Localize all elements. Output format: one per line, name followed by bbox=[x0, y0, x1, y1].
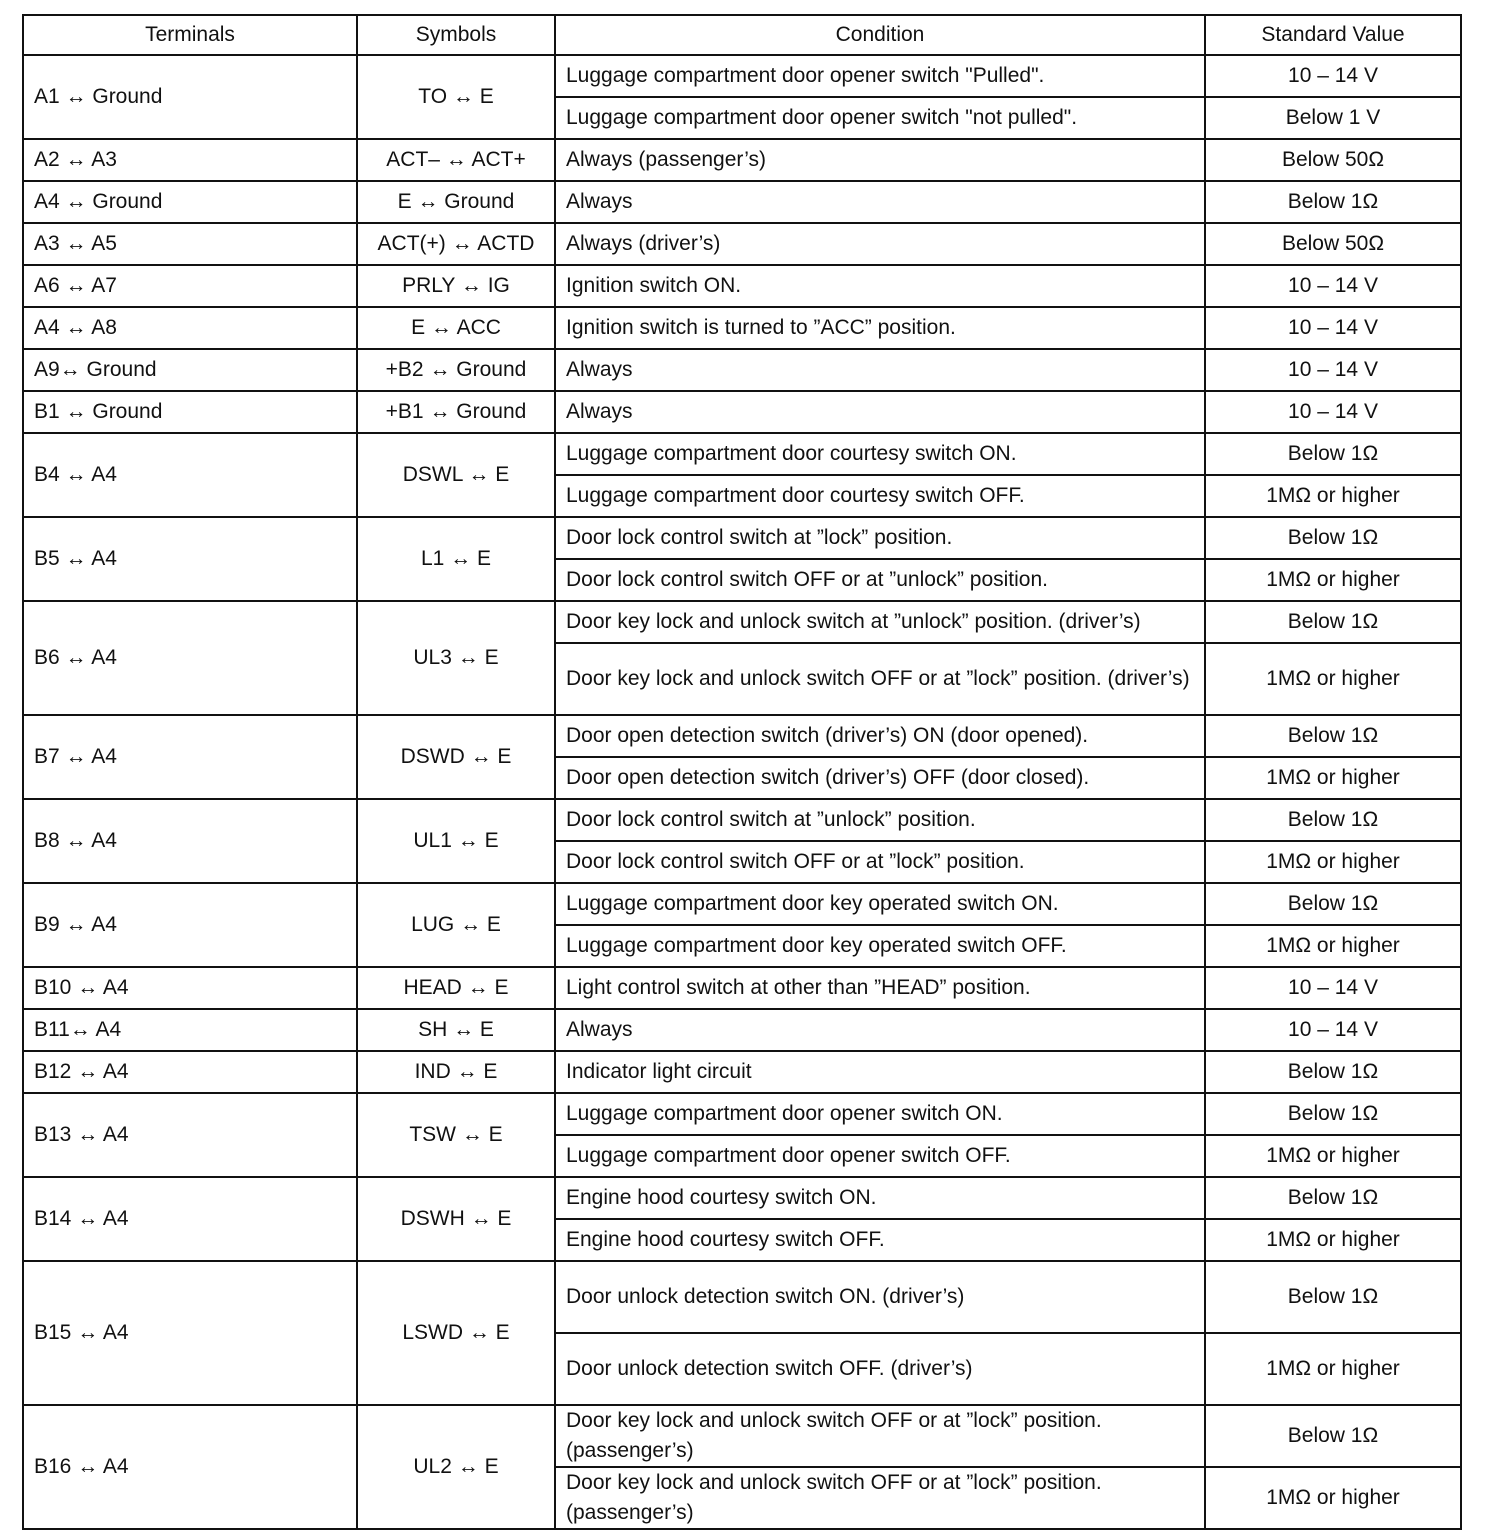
condition-cell: Ignition switch ON. bbox=[555, 265, 1205, 307]
standard-value-cell: Below 1Ω bbox=[1205, 1093, 1461, 1135]
condition-cell: Door open detection switch (driver’s) OFF (door closed). bbox=[555, 757, 1205, 799]
symbol-cell: E ↔ Ground bbox=[357, 181, 555, 223]
symbol-cell: +B1 ↔ Ground bbox=[357, 391, 555, 433]
condition-cell: Always bbox=[555, 181, 1205, 223]
condition-cell: Door key lock and unlock switch OFF or at ”lock” position. (passenger’s) bbox=[555, 1467, 1205, 1529]
standard-value-cell: 1MΩ or higher bbox=[1205, 1219, 1461, 1261]
table-row bbox=[23, 715, 1461, 757]
standard-value-cell: 1MΩ or higher bbox=[1205, 841, 1461, 883]
table-row bbox=[23, 391, 1461, 433]
standard-value-cell: 1MΩ or higher bbox=[1205, 559, 1461, 601]
standard-value-cell: 10 – 14 V bbox=[1205, 307, 1461, 349]
terminal-cell: B11↔ A4 bbox=[23, 1009, 357, 1051]
symbol-cell: TO ↔ E bbox=[357, 55, 555, 139]
standard-value-cell: Below 1Ω bbox=[1205, 1405, 1461, 1467]
terminal-cell: B12 ↔ A4 bbox=[23, 1051, 357, 1093]
terminal-cell: B13 ↔ A4 bbox=[23, 1093, 357, 1177]
table-row bbox=[23, 1093, 1461, 1135]
terminal-cell: B4 ↔ A4 bbox=[23, 433, 357, 517]
symbol-cell: ACT(+) ↔ ACTD bbox=[357, 223, 555, 265]
condition-cell: Door lock control switch OFF or at ”lock” position. bbox=[555, 841, 1205, 883]
condition-cell: Door lock control switch at ”lock” position. bbox=[555, 517, 1205, 559]
condition-cell: Door open detection switch (driver’s) ON (door opened). bbox=[555, 715, 1205, 757]
condition-cell: Luggage compartment door opener switch "Pulled". bbox=[555, 55, 1205, 97]
standard-value-cell: 1MΩ or higher bbox=[1205, 1333, 1461, 1405]
terminal-cell: A6 ↔ A7 bbox=[23, 265, 357, 307]
terminal-cell: A2 ↔ A3 bbox=[23, 139, 357, 181]
table-row bbox=[23, 1261, 1461, 1333]
terminal-cell: B6 ↔ A4 bbox=[23, 601, 357, 715]
terminal-cell: B16 ↔ A4 bbox=[23, 1405, 357, 1529]
table-row bbox=[23, 967, 1461, 1009]
condition-cell: Engine hood courtesy switch ON. bbox=[555, 1177, 1205, 1219]
condition-cell: Door lock control switch at ”unlock” position. bbox=[555, 799, 1205, 841]
table-row bbox=[23, 433, 1461, 475]
header-condition: Condition bbox=[555, 15, 1205, 55]
table-row bbox=[23, 601, 1461, 643]
table-row bbox=[23, 265, 1461, 307]
table-row bbox=[23, 139, 1461, 181]
condition-cell: Door key lock and unlock switch OFF or at ”lock” position. (driver’s) bbox=[555, 643, 1205, 715]
table-row bbox=[23, 307, 1461, 349]
standard-value-cell: 10 – 14 V bbox=[1205, 1009, 1461, 1051]
condition-cell: Always bbox=[555, 1009, 1205, 1051]
symbol-cell: L1 ↔ E bbox=[357, 517, 555, 601]
condition-cell: Luggage compartment door courtesy switch OFF. bbox=[555, 475, 1205, 517]
terminal-cell: A4 ↔ A8 bbox=[23, 307, 357, 349]
condition-cell: Always (driver’s) bbox=[555, 223, 1205, 265]
symbol-cell: DSWH ↔ E bbox=[357, 1177, 555, 1261]
table-row bbox=[23, 517, 1461, 559]
table-row bbox=[23, 55, 1461, 97]
standard-value-cell: 1MΩ or higher bbox=[1205, 1467, 1461, 1529]
condition-cell: Light control switch at other than ”HEAD” position. bbox=[555, 967, 1205, 1009]
table-row bbox=[23, 1051, 1461, 1093]
table-row bbox=[23, 799, 1461, 841]
condition-cell: Door unlock detection switch ON. (driver’s) bbox=[555, 1261, 1205, 1333]
condition-cell: Door lock control switch OFF or at ”unlock” position. bbox=[555, 559, 1205, 601]
condition-cell: Luggage compartment door key operated switch OFF. bbox=[555, 925, 1205, 967]
standard-value-cell: 1MΩ or higher bbox=[1205, 925, 1461, 967]
symbol-cell: IND ↔ E bbox=[357, 1051, 555, 1093]
symbol-cell: ACT– ↔ ACT+ bbox=[357, 139, 555, 181]
table-row bbox=[23, 223, 1461, 265]
standard-value-cell: 10 – 14 V bbox=[1205, 391, 1461, 433]
symbol-cell: UL2 ↔ E bbox=[357, 1405, 555, 1529]
terminal-cell: B9 ↔ A4 bbox=[23, 883, 357, 967]
terminal-spec-table bbox=[22, 14, 1462, 1530]
symbol-cell: DSWD ↔ E bbox=[357, 715, 555, 799]
symbol-cell: TSW ↔ E bbox=[357, 1093, 555, 1177]
standard-value-cell: 1MΩ or higher bbox=[1205, 1135, 1461, 1177]
standard-value-cell: Below 1Ω bbox=[1205, 517, 1461, 559]
standard-value-cell: Below 1Ω bbox=[1205, 1051, 1461, 1093]
symbol-cell: LSWD ↔ E bbox=[357, 1261, 555, 1405]
condition-cell: Luggage compartment door opener switch OFF. bbox=[555, 1135, 1205, 1177]
condition-cell: Always bbox=[555, 349, 1205, 391]
symbol-cell: UL3 ↔ E bbox=[357, 601, 555, 715]
standard-value-cell: 10 – 14 V bbox=[1205, 265, 1461, 307]
terminal-cell: B14 ↔ A4 bbox=[23, 1177, 357, 1261]
condition-cell: Door key lock and unlock switch OFF or at ”lock” position. (passenger’s) bbox=[555, 1405, 1205, 1467]
standard-value-cell: 10 – 14 V bbox=[1205, 349, 1461, 391]
condition-cell: Door key lock and unlock switch at ”unlock” position. (driver’s) bbox=[555, 601, 1205, 643]
table-row bbox=[23, 883, 1461, 925]
standard-value-cell: Below 1Ω bbox=[1205, 883, 1461, 925]
symbol-cell: UL1 ↔ E bbox=[357, 799, 555, 883]
standard-value-cell: Below 1Ω bbox=[1205, 799, 1461, 841]
condition-cell: Always bbox=[555, 391, 1205, 433]
standard-value-cell: Below 1Ω bbox=[1205, 1261, 1461, 1333]
standard-value-cell: Below 1Ω bbox=[1205, 181, 1461, 223]
terminal-cell: A9↔ Ground bbox=[23, 349, 357, 391]
symbol-cell: PRLY ↔ IG bbox=[357, 265, 555, 307]
table-header bbox=[23, 15, 1461, 55]
terminal-cell: B10 ↔ A4 bbox=[23, 967, 357, 1009]
condition-cell: Engine hood courtesy switch OFF. bbox=[555, 1219, 1205, 1261]
symbol-cell: SH ↔ E bbox=[357, 1009, 555, 1051]
terminal-cell: A3 ↔ A5 bbox=[23, 223, 357, 265]
standard-value-cell: 1MΩ or higher bbox=[1205, 643, 1461, 715]
table-row bbox=[23, 1177, 1461, 1219]
standard-value-cell: Below 1Ω bbox=[1205, 601, 1461, 643]
table-row bbox=[23, 1405, 1461, 1467]
symbol-cell: +B2 ↔ Ground bbox=[357, 349, 555, 391]
terminal-cell: A1 ↔ Ground bbox=[23, 55, 357, 139]
condition-cell: Indicator light circuit bbox=[555, 1051, 1205, 1093]
symbol-cell: HEAD ↔ E bbox=[357, 967, 555, 1009]
standard-value-cell: Below 50Ω bbox=[1205, 223, 1461, 265]
symbol-cell: E ↔ ACC bbox=[357, 307, 555, 349]
standard-value-cell: Below 1Ω bbox=[1205, 1177, 1461, 1219]
condition-cell: Luggage compartment door key operated switch ON. bbox=[555, 883, 1205, 925]
condition-cell: Luggage compartment door courtesy switch ON. bbox=[555, 433, 1205, 475]
condition-cell: Luggage compartment door opener switch ON. bbox=[555, 1093, 1205, 1135]
header-standard-value: Standard Value bbox=[1205, 15, 1461, 55]
table-row bbox=[23, 181, 1461, 223]
standard-value-cell: Below 50Ω bbox=[1205, 139, 1461, 181]
condition-cell: Always (passenger’s) bbox=[555, 139, 1205, 181]
table-row bbox=[23, 349, 1461, 391]
condition-cell: Door unlock detection switch OFF. (driver’s) bbox=[555, 1333, 1205, 1405]
terminal-cell: B1 ↔ Ground bbox=[23, 391, 357, 433]
standard-value-cell: Below 1Ω bbox=[1205, 715, 1461, 757]
table-row bbox=[23, 1009, 1461, 1051]
standard-value-cell: 10 – 14 V bbox=[1205, 967, 1461, 1009]
symbol-cell: DSWL ↔ E bbox=[357, 433, 555, 517]
terminal-cell: B8 ↔ A4 bbox=[23, 799, 357, 883]
header-symbols: Symbols bbox=[357, 15, 555, 55]
terminal-cell: B15 ↔ A4 bbox=[23, 1261, 357, 1405]
standard-value-cell: Below 1Ω bbox=[1205, 433, 1461, 475]
terminal-cell: B5 ↔ A4 bbox=[23, 517, 357, 601]
standard-value-cell: 1MΩ or higher bbox=[1205, 757, 1461, 799]
terminal-cell: A4 ↔ Ground bbox=[23, 181, 357, 223]
condition-cell: Luggage compartment door opener switch "not pulled". bbox=[555, 97, 1205, 139]
standard-value-cell: 1MΩ or higher bbox=[1205, 475, 1461, 517]
standard-value-cell: 10 – 14 V bbox=[1205, 55, 1461, 97]
table-body bbox=[23, 55, 1461, 1529]
standard-value-cell: Below 1 V bbox=[1205, 97, 1461, 139]
condition-cell: Ignition switch is turned to ”ACC” position. bbox=[555, 307, 1205, 349]
symbol-cell: LUG ↔ E bbox=[357, 883, 555, 967]
header-terminals: Terminals bbox=[23, 15, 357, 55]
terminal-cell: B7 ↔ A4 bbox=[23, 715, 357, 799]
